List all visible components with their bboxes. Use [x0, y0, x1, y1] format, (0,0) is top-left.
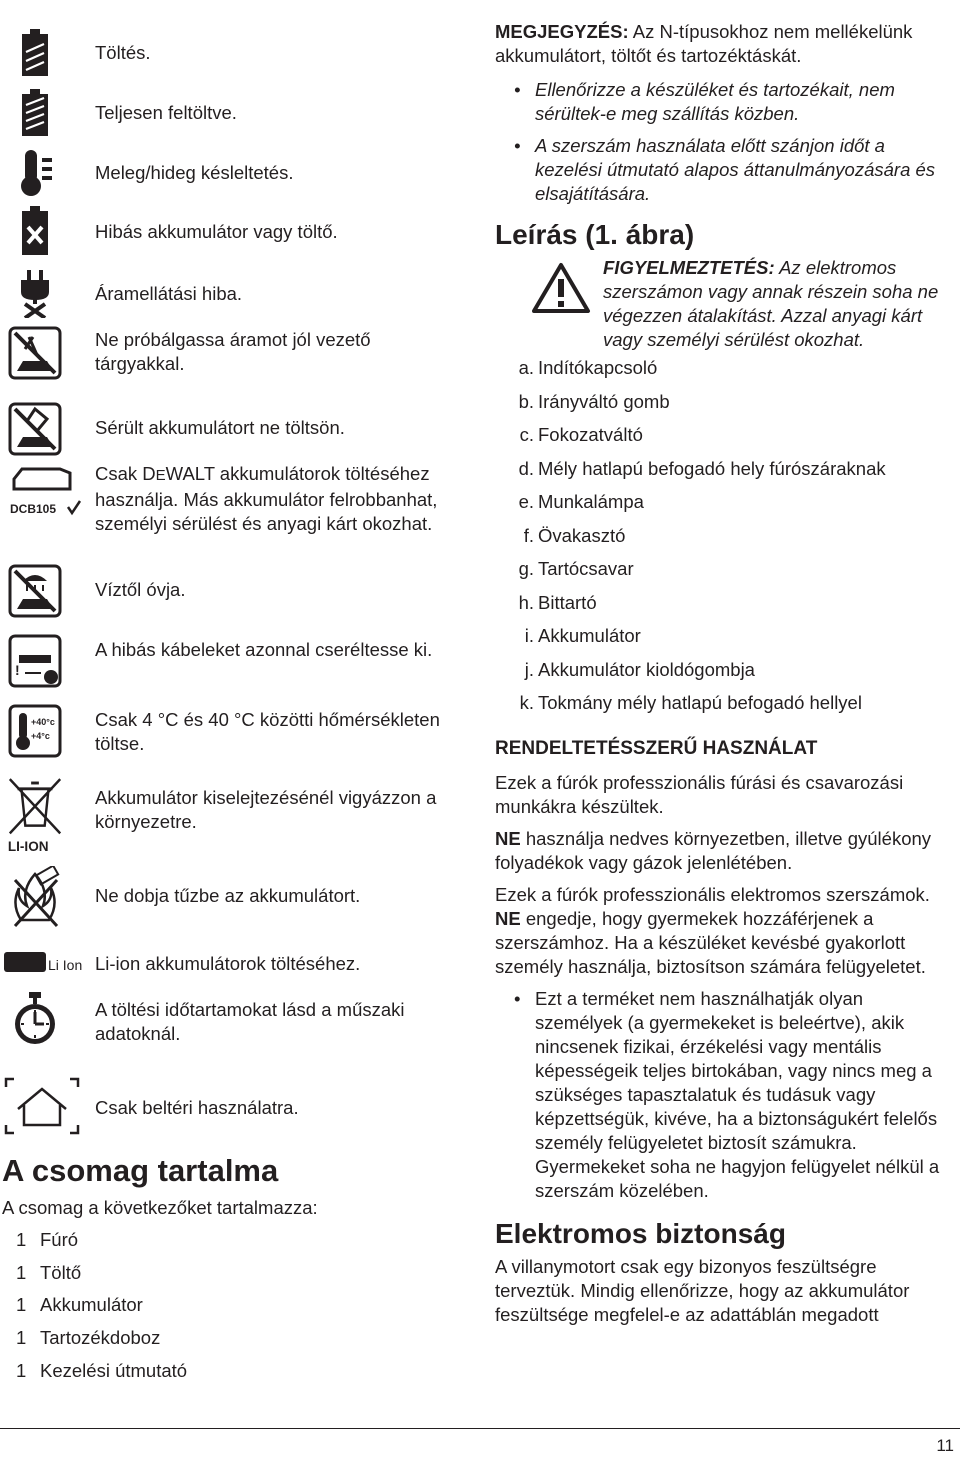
warning-text: Az elektromos szerszámon vagy annak részein soha ne végezzen átalakítást. Azzal anyagi kárt vagy személyi sérülést okozhat.: [603, 257, 939, 350]
electrical-safety-paragraph: A villanymotort csak egy bizonyos feszültségre terveztük. Mindig ellenőrizze, hogy az akkumulátor feszültsége megfelel-e az adattáblán megadott: [495, 1255, 910, 1325]
no-conductive-objects-icon: [4, 322, 66, 384]
paragraph-text: használja nedves környezetben, illetve gyúlékony folyadékok vagy gázok jelenlétében.: [495, 827, 932, 873]
part-letter: h.: [518, 591, 534, 613]
symbol-text-smallcaps: E: [155, 467, 166, 484]
stopwatch-icon: [4, 988, 66, 1050]
svg-text:!: !: [15, 662, 20, 678]
symbol-text: Meleg/hideg késleltetés.: [95, 162, 294, 183]
recycle-bin-crossed-icon: [4, 772, 66, 856]
no-damaged-battery-icon: [4, 398, 66, 460]
paragraph-text: engedje, hogy gyermekek hozzáférjenek a szerszámhoz. Ha a készüléket kevésbé gyakorlott személy használja, biztosítson számára felügyeletet.: [495, 907, 926, 977]
list-item: [495, 524, 955, 558]
part-letter: b.: [518, 390, 534, 412]
symbol-text: Teljesen feltöltve.: [95, 102, 237, 123]
symbol-text: [95, 462, 465, 536]
symbol-text: Akkumulátor kiselejtezésénél vigyázzon a környezetre.: [95, 787, 437, 832]
part-letter: e.: [518, 491, 534, 512]
item-qty: 1: [16, 1229, 27, 1250]
description-column: [495, 20, 955, 1327]
part-name: Akkumulátor kioldógombja: [538, 658, 755, 680]
part-letter: k.: [519, 692, 534, 713]
note-bullet: • A szerszám használata előtt szánjon időt a kezelési útmutató alapos áttanulmányozására és elsajátítására.: [495, 134, 955, 206]
note-label: MEGJEGYZÉS:: [495, 21, 629, 42]
temperature-range-icon: [4, 700, 66, 762]
package-heading: A csomag tartalma: [2, 1153, 279, 1188]
list-item: [495, 490, 955, 524]
warning-triangle-icon: [531, 262, 591, 314]
li-ion-icon-label: Li Ion: [48, 957, 83, 973]
list-item: [495, 457, 955, 491]
list-item: [16, 1261, 187, 1294]
part-name: Bittartó: [538, 591, 597, 613]
footer-divider: [0, 1428, 960, 1429]
thermometer-delay-icon: [4, 142, 66, 204]
intended-use-paragraph: [495, 883, 955, 979]
battery-full-icon: [4, 82, 66, 144]
item-qty: 1: [16, 1261, 27, 1283]
part-letter: a.: [518, 357, 534, 378]
paragraph-text: Ezek a fúrók professzionális elektromos szerszámok.: [495, 883, 930, 905]
parts-list: [495, 356, 955, 725]
note-text: Az N-típusokhoz nem mellékelünk akkumulátort, töltőt és tartozéktáskát.: [495, 21, 913, 66]
temp-low-label: +4°c: [31, 731, 50, 741]
item-name: Töltő: [40, 1261, 82, 1283]
symbol-text: Csak 4 °C és 40 °C közötti hőmérsékleten töltse.: [95, 709, 440, 754]
symbol-text: Ne próbálgassa áramot jól vezető tárgyakkal.: [95, 329, 371, 374]
intended-use-paragraph: Ezek a fúrók professzionális fúrási és csavarozási munkákra készültek.: [495, 771, 904, 817]
battery-charging-icon: [4, 22, 66, 84]
list-item: [495, 591, 955, 625]
li-ion-label: LI-ION: [7, 838, 49, 854]
intended-use-heading: RENDELTETÉSSZERŰ HASZNÁLAT: [495, 737, 818, 759]
list-item: [16, 1228, 187, 1261]
item-name: Akkumulátor: [40, 1294, 143, 1316]
symbol-text: A hibás kábeleket azonnal cseréltesse ki.: [95, 639, 433, 660]
item-qty: 1: [16, 1359, 27, 1381]
warning-label: FIGYELMEZTETÉS:: [603, 257, 775, 278]
list-item: [495, 557, 955, 591]
list-item: [495, 423, 955, 457]
part-name: Akkumulátor: [538, 625, 641, 646]
list-item: [495, 356, 955, 390]
part-letter: f.: [523, 524, 534, 546]
part-name: Irányváltó gomb: [538, 390, 670, 412]
symbol-text: Víztől óvja.: [95, 579, 186, 600]
battery-fault-icon: [4, 200, 66, 262]
electrical-safety-heading: Elektromos biztonság: [495, 1217, 786, 1249]
part-name: Fokozatváltó: [538, 424, 643, 445]
warning-block: [495, 256, 955, 352]
part-letter: j.: [524, 658, 534, 680]
item-qty: 1: [16, 1294, 27, 1316]
symbol-text: Ne dobja tűzbe az akkumulátort.: [95, 885, 361, 906]
list-item: [495, 624, 955, 658]
part-letter: c.: [519, 424, 534, 445]
part-letter: i.: [524, 625, 534, 646]
symbol-text: Sérült akkumulátort ne töltsön.: [95, 417, 345, 438]
intended-use-paragraph: [495, 827, 955, 875]
symbol-text: Töltés.: [95, 42, 151, 63]
note-bullet: • Ellenőrizze a készüléket és tartozékait, nem sérültek-e meg szállítás közben.: [495, 78, 955, 126]
emphasis: NE: [495, 907, 521, 929]
temp-high-label: +40°c: [31, 717, 55, 727]
symbol-text: Li-ion akkumulátorok töltéséhez.: [95, 953, 361, 974]
li-ion-battery-icon: [4, 946, 94, 980]
part-letter: g.: [518, 558, 534, 579]
plug-fault-icon: [4, 262, 66, 324]
item-name: Fúró: [40, 1229, 79, 1250]
part-name: Munkalámpa: [538, 491, 644, 512]
note-paragraph: [495, 20, 955, 68]
list-item: [16, 1293, 187, 1326]
indoor-use-icon: [4, 1076, 80, 1136]
part-name: Tartócsavar: [538, 558, 634, 579]
part-letter: d.: [518, 457, 534, 479]
part-name: Indítókapcsoló: [538, 357, 658, 378]
emphasis: NE: [495, 827, 521, 849]
no-fire-icon: [4, 866, 66, 932]
symbol-text-part: Csak D: [95, 463, 156, 484]
symbol-text: Csak beltéri használatra.: [95, 1097, 299, 1118]
part-name: Mély hatlapú befogadó hely fúrószáraknak: [538, 457, 886, 479]
list-item: [495, 658, 955, 692]
part-name: Tokmány mély hatlapú befogadó hellyel: [538, 692, 862, 713]
symbol-text: Hibás akkumulátor vagy töltő.: [95, 221, 338, 242]
package-list: [16, 1228, 187, 1391]
dcb105-pack-icon: [4, 460, 84, 522]
damaged-cable-icon: [4, 630, 66, 692]
symbol-text: Áramellátási hiba.: [95, 283, 243, 304]
dcb105-label: DCB105: [10, 502, 57, 516]
keep-from-water-icon: [4, 560, 66, 622]
list-item: [16, 1326, 187, 1359]
item-qty: 1: [16, 1327, 27, 1349]
item-name: Kezelési útmutató: [40, 1359, 188, 1381]
item-name: Tartozékdoboz: [40, 1327, 161, 1349]
symbol-text: A töltési időtartamokat lásd a műszaki adatoknál.: [95, 999, 405, 1044]
page-number: 11: [936, 1436, 954, 1455]
part-name: Övakasztó: [538, 524, 626, 546]
symbol-text-part: WALT akkumulátorok töltéséhez használja. Más akkumulátor felrobbanhat, személyi sérülést és anyagi kárt okozhat.: [95, 463, 438, 534]
list-item: [16, 1359, 187, 1392]
list-item: [495, 691, 955, 725]
intended-use-bullet: • Ezt a terméket nem használhatják olyan személyek (a gyermekeket is beleértve), akik nincsenek fizikai, érzékelési vagy mentális képességeik teljes birtokában, vagy nincs meg a szükséges tapasztalatuk és tudásuk vagy képzettségük, kivéve, ha a biztonságukért felelős személy felügyeletet biztosít számukra. Gyermekeket soha ne hagyjon felügyelet nélkül a szerszám közelében.: [495, 987, 955, 1203]
list-item: [495, 390, 955, 424]
package-intro: A csomag a következőket tartalmazza:: [2, 1197, 318, 1218]
description-heading: Leírás (1. ábra): [495, 219, 695, 250]
